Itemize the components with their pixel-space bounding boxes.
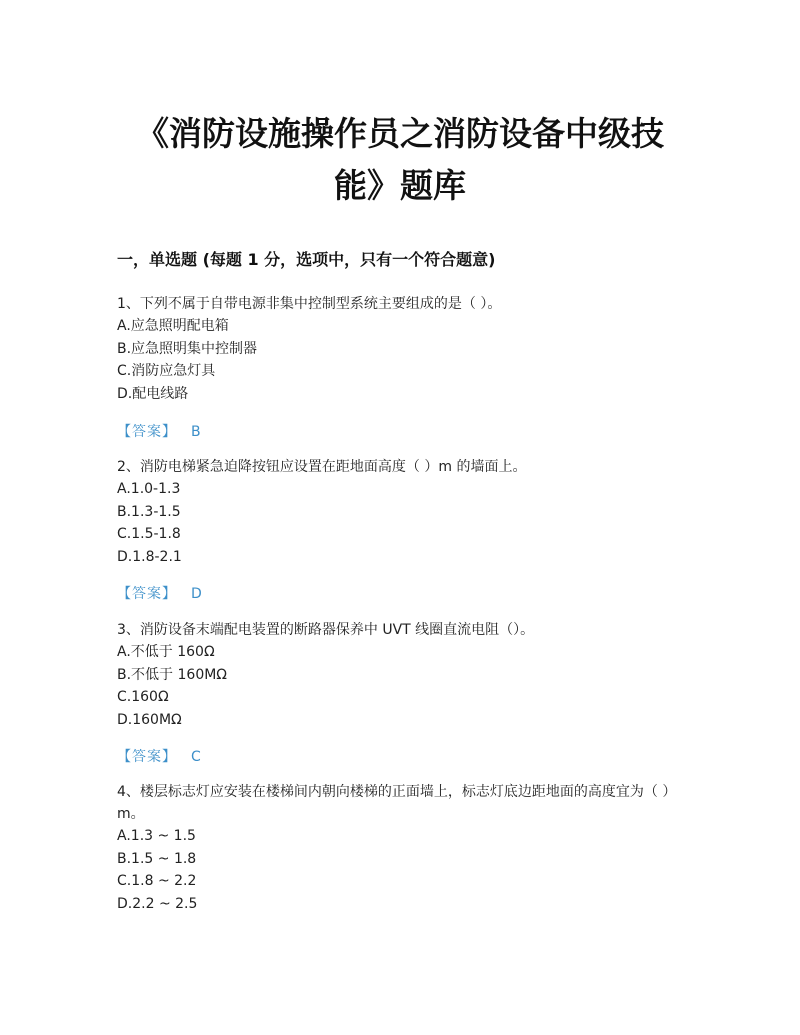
option-b: B.不低于 160MΩ (117, 666, 228, 683)
question-2 (117, 456, 687, 568)
option-b: B.1.3-1.5 (117, 503, 181, 520)
question-stem: 4、楼层标志灯应安装在楼梯间内朝向楼梯的正面墙上，标志灯底边距地面的高度宜为（ ）m。 (117, 784, 677, 822)
answer-value: C (191, 749, 201, 765)
question-4 (117, 781, 687, 915)
option-a: A.1.0-1.3 (117, 481, 181, 497)
section-heading: 一，单选题 (每题 1 分，选项中，只有一个符合题意) (117, 250, 496, 269)
option-a: A.不低于 160Ω (117, 644, 215, 660)
question-stem: 3、消防设备末端配电装置的断路器保养中 UVT 线圈直流电阻（）。 (117, 622, 535, 638)
option-d: D.160MΩ (117, 711, 182, 728)
option-d: D.2.2 ~ 2.5 (117, 895, 198, 912)
title-line-1: 《消防设施操作员之消防设备中级技 (136, 114, 664, 153)
option-b: B.应急照明集中控制器 (117, 340, 258, 357)
option-d: D.1.8-2.1 (117, 548, 182, 565)
answer-value: D (191, 586, 202, 602)
option-d: D.配电线路 (117, 385, 189, 402)
question-1 (117, 293, 687, 405)
answer-label: 【答案】 (117, 424, 177, 440)
question-stem: 1、下列不属于自带电源非集中控制型系统主要组成的是（ ）。 (117, 296, 502, 312)
option-a: A.1.3 ~ 1.5 (117, 828, 196, 844)
option-c: C.消防应急灯具 (117, 363, 216, 379)
option-c: C.1.5-1.8 (117, 526, 181, 542)
title-line-2: 能》题库 (334, 166, 466, 205)
answer-1 (117, 421, 201, 441)
document-title (110, 108, 690, 212)
option-b: B.1.5 ~ 1.8 (117, 850, 197, 867)
option-c: C.1.8 ~ 2.2 (117, 873, 197, 889)
answer-label: 【答案】 (117, 586, 177, 602)
question-3 (117, 619, 687, 731)
answer-2 (117, 583, 202, 603)
answer-3 (117, 746, 201, 766)
answer-label: 【答案】 (117, 749, 177, 765)
answer-value: B (191, 424, 201, 440)
question-stem: 2、消防电梯紧急迫降按钮应设置在距地面高度（ ）m 的墙面上。 (117, 459, 527, 475)
option-a: A.应急照明配电箱 (117, 318, 229, 334)
option-c: C.160Ω (117, 689, 169, 705)
